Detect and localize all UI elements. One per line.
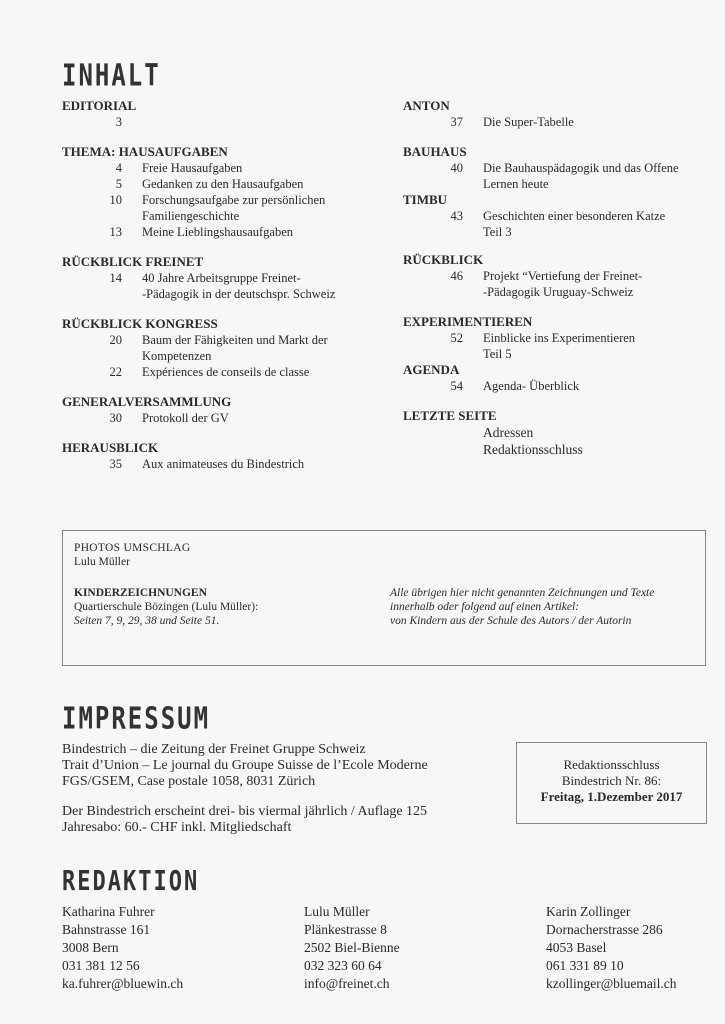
toc-right-column [403, 98, 713, 468]
page-number: 3 [115, 115, 122, 129]
address-phone: 031 381 12 56 [62, 958, 140, 973]
note-line-3: von Kindern aus der Schule des Autors / der Autorin [390, 615, 632, 627]
entry-title: Agenda- Überblick [483, 379, 580, 393]
credits-box [62, 530, 706, 666]
page-number: 52 [450, 331, 463, 345]
address-street: Bahnstrasse 161 [62, 922, 151, 937]
page-number: 40 [450, 161, 463, 175]
page-number: 20 [109, 333, 122, 347]
toc-entry [62, 176, 382, 192]
entry-title: Adressen Redaktionsschluss [483, 425, 583, 457]
entry-title: Die Bauhauspädagogik und das Offene Lernen heute [483, 161, 679, 191]
toc-entry [403, 208, 713, 240]
entry-title: Einblicke ins Experimentieren Teil 5 [483, 331, 636, 361]
toc-entry [62, 192, 382, 224]
page-number: 37 [450, 115, 463, 129]
section-title: GENERALVERSAMMLUNG [62, 394, 232, 409]
page-number: 54 [450, 379, 463, 393]
entry-title: 40 Jahre Arbeitsgruppe Freinet- -Pädagogik in der deutschspr. Schweiz [142, 271, 336, 301]
address-block [546, 903, 677, 993]
kinder-line-2: Seiten 7, 9, 29, 38 und Seite 51. [74, 615, 220, 627]
impressum-line-2: Trait d’Union – Le journal du Groupe Suisse de l’Ecole Moderne [62, 758, 428, 773]
page-number: 46 [450, 269, 463, 283]
impressum-line-4: Der Bindestrich erscheint drei- bis viermal jährlich / Auflage 125 [62, 804, 428, 819]
entry-title: Projekt “Vertiefung der Freinet- -Pädagogik Uruguay-Schweiz [483, 269, 643, 299]
section-title: BAUHAUS [403, 144, 467, 159]
toc-entry [62, 224, 382, 240]
section-title: TIMBU [403, 192, 448, 207]
toc-section [62, 440, 382, 472]
toc-section [62, 394, 382, 426]
credits-left [74, 541, 374, 628]
impressum-line-3: FGS/GSEM, Case postale 1058, 8031 Zürich [62, 774, 316, 789]
entry-title: Gedanken zu den Hausaufgaben [142, 177, 304, 191]
section-title: AGENDA [403, 362, 460, 377]
page-number: 5 [115, 177, 122, 191]
rs-line-1: Redaktionsschluss [563, 757, 660, 772]
address-email[interactable]: kzollinger@bluemail.ch [546, 976, 677, 991]
impressum-heading: IMPRESSUM [62, 701, 211, 736]
note-line-1: Alle übrigen hier nicht genannten Zeichnungen und Texte [390, 587, 655, 599]
toc-section [62, 316, 382, 380]
entry-title: Meine Lieblingshausaufgaben [142, 225, 293, 239]
address-name: Lulu Müller [304, 904, 370, 919]
toc-section [62, 144, 382, 240]
impressum-line-5: Jahresabo: 60.- CHF inkl. Mitgliedschaft [62, 820, 292, 835]
address-city: 2502 Biel-Bienne [304, 940, 400, 955]
credits-note [390, 586, 700, 628]
toc-entry [62, 456, 382, 472]
rs-line-3: Freitag, 1.Dezember 2017 [540, 789, 683, 804]
toc-entry [403, 114, 713, 130]
address-name: Karin Zollinger [546, 904, 631, 919]
address-name: Katharina Fuhrer [62, 904, 155, 919]
address-city: 4053 Basel [546, 940, 607, 955]
toc-entry [403, 424, 713, 458]
toc-left-column [62, 98, 382, 482]
toc-section [403, 408, 713, 458]
toc-entry [403, 330, 713, 362]
toc-section [62, 254, 382, 302]
section-title: THEMA: HAUSAUFGABEN [62, 144, 228, 159]
address-email[interactable]: info@freinet.ch [304, 976, 390, 991]
page-number: 13 [109, 225, 122, 239]
section-title: ANTON [403, 98, 450, 113]
address-phone: 032 323 60 64 [304, 958, 382, 973]
toc-section [403, 144, 713, 192]
page-number: 35 [109, 457, 122, 471]
entry-title: Freie Hausaufgaben [142, 161, 243, 175]
toc-section [403, 192, 713, 240]
section-title: RÜCKBLICK [403, 252, 484, 267]
toc-entry [62, 410, 382, 426]
kinder-line-1: Quartierschule Bözingen (Lulu Müller): [74, 601, 259, 613]
section-title: RÜCKBLICK KONGRESS [62, 316, 218, 331]
toc-entry [403, 268, 713, 300]
note-line-2: innerhalb oder folgend auf einen Artikel: [390, 601, 579, 613]
toc-section [403, 362, 713, 394]
page-number [403, 424, 483, 458]
entry-title: Geschichten einer besonderen Katze Teil 3 [483, 209, 666, 239]
section-title: HERAUSBLICK [62, 440, 159, 455]
page-number: 10 [109, 193, 122, 207]
address-city: 3008 Bern [62, 940, 119, 955]
page-number: 4 [115, 161, 122, 175]
kinder-title: KINDERZEICHNUNGEN [74, 587, 207, 599]
address-street: Plänkestrasse 8 [304, 922, 387, 937]
address-block [62, 903, 183, 993]
section-title: LETZTE SEITE [403, 408, 497, 423]
photos-label: PHOTOS UMSCHLAG [74, 542, 191, 554]
entry-title: Forschungsaufgabe zur persönlichen Familiengeschichte [142, 193, 326, 223]
toc-entry [62, 332, 382, 364]
address-street: Dornacherstrasse 286 [546, 922, 663, 937]
rs-line-2: Bindestrich Nr. 86: [561, 773, 662, 788]
impressum-line-1: Bindestrich – die Zeitung der Freinet Gruppe Schweiz [62, 742, 366, 757]
entry-title: Die Super-Tabelle [483, 115, 574, 129]
section-title: EDITORIAL [62, 98, 137, 113]
section-title: RÜCKBLICK FREINET [62, 254, 204, 269]
page-number: 43 [450, 209, 463, 223]
section-title: EXPERIMENTIEREN [403, 314, 533, 329]
address-phone: 061 331 89 10 [546, 958, 624, 973]
redaktionsschluss-box [516, 742, 707, 824]
toc-entry [62, 364, 382, 380]
inhalt-heading: INHALT [62, 58, 161, 93]
address-email[interactable]: ka.fuhrer@bluewin.ch [62, 976, 184, 991]
page-number: 30 [109, 411, 122, 425]
toc-section [403, 98, 713, 130]
toc-entry [62, 270, 382, 302]
toc-entry [403, 378, 713, 394]
toc-section [403, 314, 713, 362]
toc-entry [403, 160, 713, 192]
entry-title: Baum der Fähigkeiten und Markt der Kompetenzen [142, 333, 328, 363]
redaktion-heading: REDAKTION [62, 866, 200, 898]
toc-section [62, 98, 382, 130]
address-block [304, 903, 400, 993]
toc-entry [62, 114, 382, 130]
page-number: 14 [109, 271, 122, 285]
entry-title: Protokoll der GV [142, 411, 229, 425]
toc-section [403, 252, 713, 300]
toc-entry [62, 160, 382, 176]
page-number: 22 [109, 365, 122, 379]
entry-title: Aux animateuses du Bindestrich [142, 457, 305, 471]
impressum-text [62, 742, 482, 836]
entry-title: Expériences de conseils de classe [142, 365, 310, 379]
photos-name: Lulu Müller [74, 556, 130, 568]
